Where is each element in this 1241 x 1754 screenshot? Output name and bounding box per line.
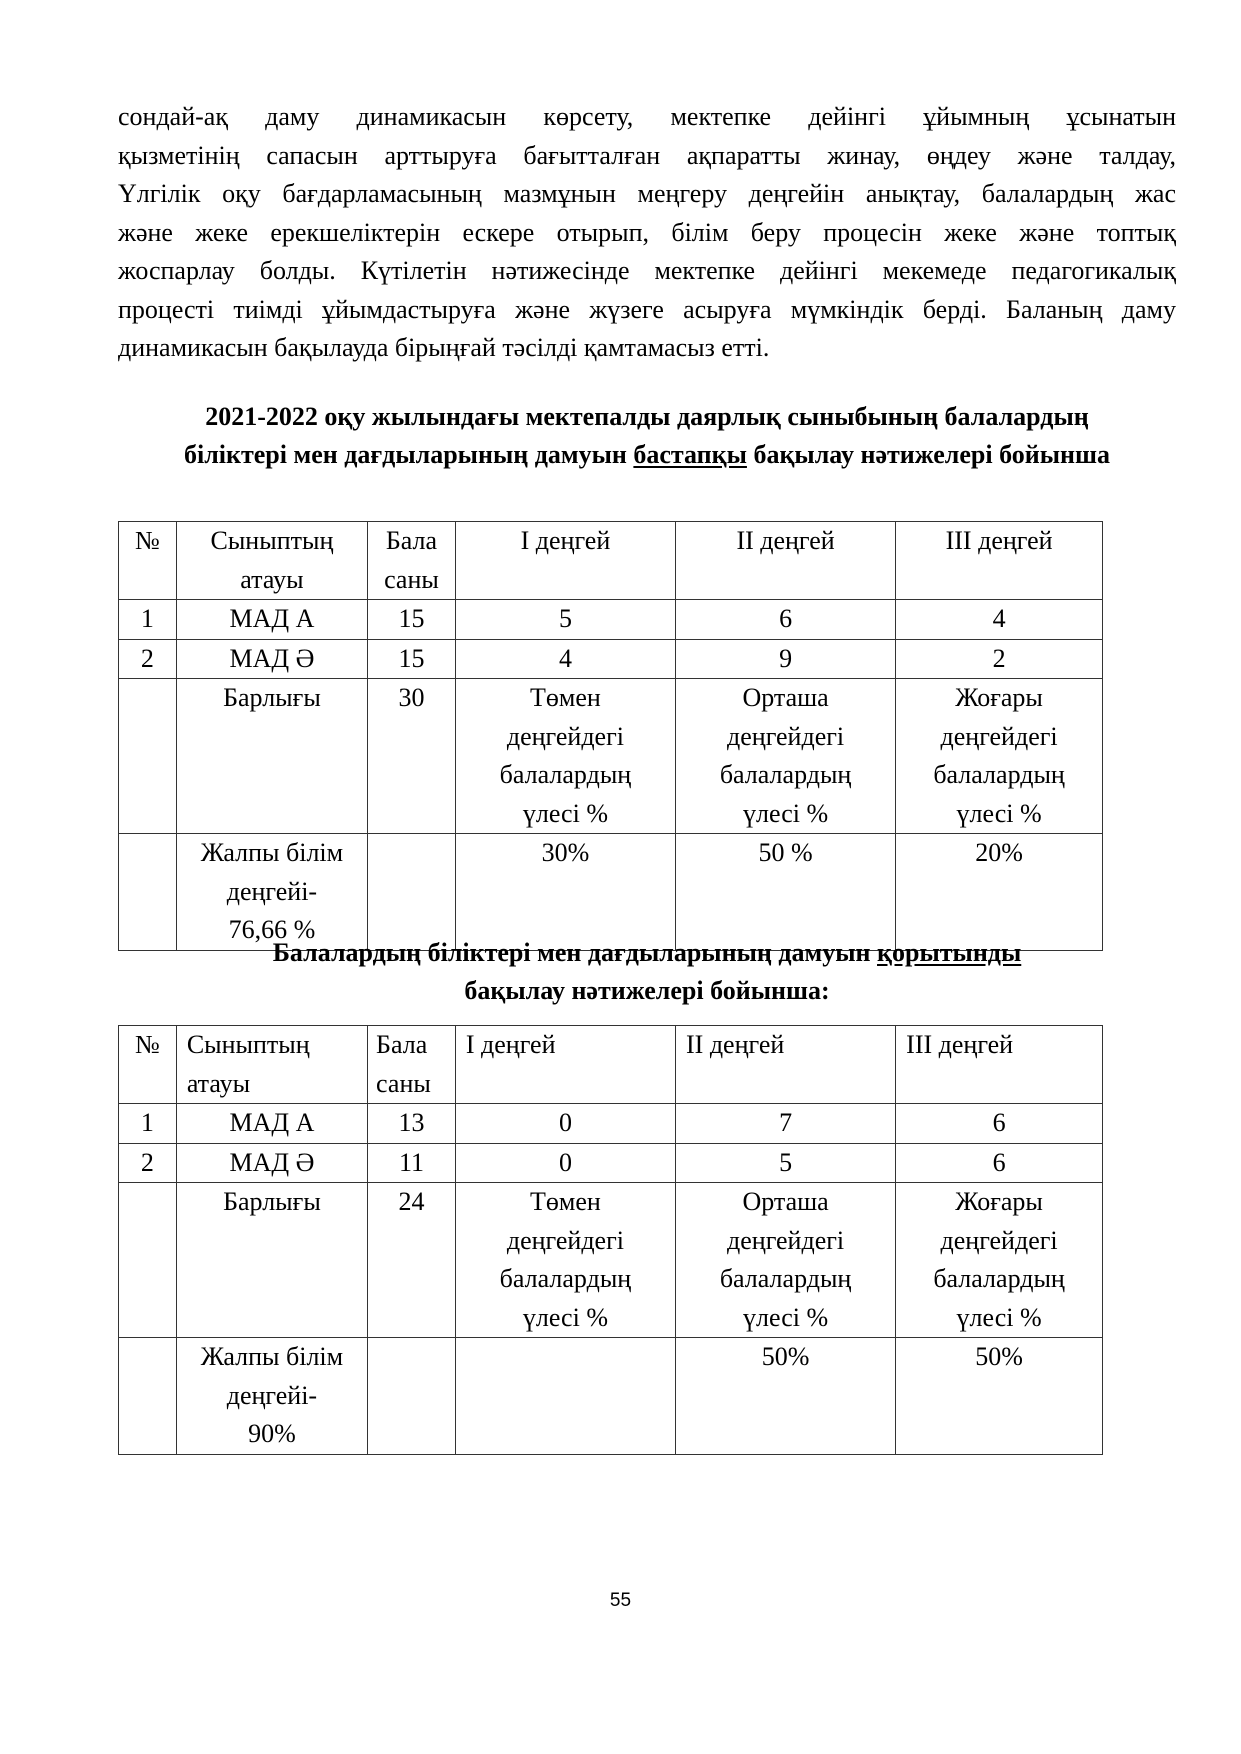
heading-text: Балалардың біліктері мен дағдыларының дамуын: [272, 938, 878, 967]
table-header-row: [119, 1026, 1103, 1104]
header-level-2: ІІ деңгей: [676, 522, 896, 600]
cell-level-2: 7: [676, 1104, 896, 1144]
cell-level-2: 6: [676, 600, 896, 640]
cell-num: [119, 834, 177, 951]
body-paragraph: [118, 98, 1176, 368]
cell-total-count: 24: [368, 1183, 456, 1338]
table-total-row: [119, 679, 1103, 834]
cell-total-label: Барлығы: [176, 679, 367, 834]
cell-class-name: МАД А: [176, 600, 367, 640]
cell-count: 15: [368, 600, 456, 640]
cell-class-name: МАД А: [176, 1104, 367, 1144]
paragraph-line: жоспарлау болды. Күтілетін нәтижесінде мектепке дейінгі мекемеде педагогикалық: [118, 256, 1176, 285]
heading-line: [118, 436, 1176, 474]
cell-num: [119, 1183, 177, 1338]
table-row: [119, 1143, 1103, 1183]
cell-general-level-2: 50 %: [676, 834, 896, 951]
initial-results-table: [118, 521, 1103, 951]
header-num: №: [119, 1026, 177, 1104]
cell-general-label: Жалпы білім деңгейі- 76,66 %: [176, 834, 367, 951]
cell-count: 15: [368, 639, 456, 679]
cell-num: [119, 1338, 177, 1455]
cell-general-level-1: 30%: [455, 834, 675, 951]
cell-count: 13: [368, 1104, 456, 1144]
header-level-3: ІІІ деңгей: [896, 522, 1103, 600]
paragraph-line: процесті тиімді ұйымдастыруға және жүзеге асыруға мүмкіндік берді. Баланың даму: [118, 294, 1176, 324]
cell-medium-level-share: Орташа деңгейдегі балалардың үлесі %: [676, 1183, 896, 1338]
cell-num: 1: [119, 600, 177, 640]
paragraph-line: қызметінің сапасын арттыруға бағытталған ақпаратты жинау, өңдеу және талдау,: [118, 140, 1176, 170]
header-level-1: І деңгей: [455, 1026, 675, 1104]
cell-general-level-2: 50%: [676, 1338, 896, 1455]
cell-general-level-3: 20%: [896, 834, 1103, 951]
cell-level-3: 6: [896, 1143, 1103, 1183]
table-general-row: [119, 834, 1103, 951]
paragraph-line: Үлгілік оқу бағдарламасының мазмұнын меңгеру деңгейін анықтау, балалардың жас: [118, 179, 1176, 208]
cell-high-level-share: Жоғары деңгейдегі балалардың үлесі %: [896, 1183, 1103, 1338]
cell-high-level-share: Жоғары деңгейдегі балалардың үлесі %: [896, 679, 1103, 834]
table-row: [119, 639, 1103, 679]
cell-class-name: МАД Ә: [176, 639, 367, 679]
cell-level-1: 0: [455, 1143, 675, 1183]
heading-line: бақылау нәтижелері бойынша:: [464, 976, 830, 1005]
cell-num: 2: [119, 639, 177, 679]
heading-underlined-word: қорытынды: [877, 938, 1022, 967]
cell-level-3: 2: [896, 639, 1103, 679]
cell-class-name: МАД Ә: [176, 1143, 367, 1183]
cell-level-1: 5: [455, 600, 675, 640]
table-row: [119, 600, 1103, 640]
cell-level-2: 5: [676, 1143, 896, 1183]
paragraph-line: динамикасын бақылауда бірыңғай тәсілді қамтамасыз етті.: [118, 333, 770, 362]
header-num: №: [119, 522, 177, 600]
cell-total-label: Барлығы: [176, 1183, 367, 1338]
cell-num: [119, 679, 177, 834]
header-count: Бала саны: [368, 1026, 456, 1104]
heading-text: бақылау нәтижелері бойынша: [746, 440, 1110, 469]
cell-general-level-1: [455, 1338, 675, 1455]
header-level-3: ІІІ деңгей: [896, 1026, 1103, 1104]
header-level-2: ІІ деңгей: [676, 1026, 896, 1104]
heading-line: [118, 934, 1176, 972]
cell-count: 11: [368, 1143, 456, 1183]
final-results-table: [118, 1025, 1103, 1455]
cell-general-level-3: 50%: [896, 1338, 1103, 1455]
cell-level-1: 4: [455, 639, 675, 679]
header-count: Бала саны: [368, 522, 456, 600]
cell-count: [368, 1338, 456, 1455]
cell-low-level-share: Төмен деңгейдегі балалардың үлесі %: [455, 1183, 675, 1338]
heading-underlined-word: бастапқы: [633, 440, 747, 469]
heading-line: 2021-2022 оқу жылындағы мектепалды даярлық сыныбының балалардың: [205, 402, 1089, 431]
cell-medium-level-share: Орташа деңгейдегі балалардың үлесі %: [676, 679, 896, 834]
cell-level-3: 6: [896, 1104, 1103, 1144]
cell-level-2: 9: [676, 639, 896, 679]
cell-level-3: 4: [896, 600, 1103, 640]
initial-assessment-heading: [118, 398, 1176, 474]
cell-num: 1: [119, 1104, 177, 1144]
page-number: 55: [609, 1590, 632, 1611]
cell-level-1: 0: [455, 1104, 675, 1144]
cell-total-count: 30: [368, 679, 456, 834]
cell-num: 2: [119, 1143, 177, 1183]
table-row: [119, 1104, 1103, 1144]
paragraph-line: және жеке ерекшеліктерін ескере отырып, білім беру процесін жеке және топтық: [118, 217, 1176, 247]
header-class-name: Сыныптың атауы: [176, 1026, 367, 1104]
table-total-row: [119, 1183, 1103, 1338]
paragraph-line: сондай-ақ даму динамикасын көрсету, мектепке дейінгі ұйымның ұсынатын: [118, 102, 1176, 131]
final-assessment-heading: [118, 934, 1176, 1010]
header-level-1: І деңгей: [455, 522, 675, 600]
header-class-name: Сыныптың атауы: [176, 522, 367, 600]
heading-text: біліктері мен дағдыларының дамуын: [183, 440, 634, 469]
cell-count: [368, 834, 456, 951]
table-header-row: [119, 522, 1103, 600]
table-general-row: [119, 1338, 1103, 1455]
cell-general-label: Жалпы білім деңгейі- 90%: [176, 1338, 367, 1455]
cell-low-level-share: Төмен деңгейдегі балалардың үлесі %: [455, 679, 675, 834]
